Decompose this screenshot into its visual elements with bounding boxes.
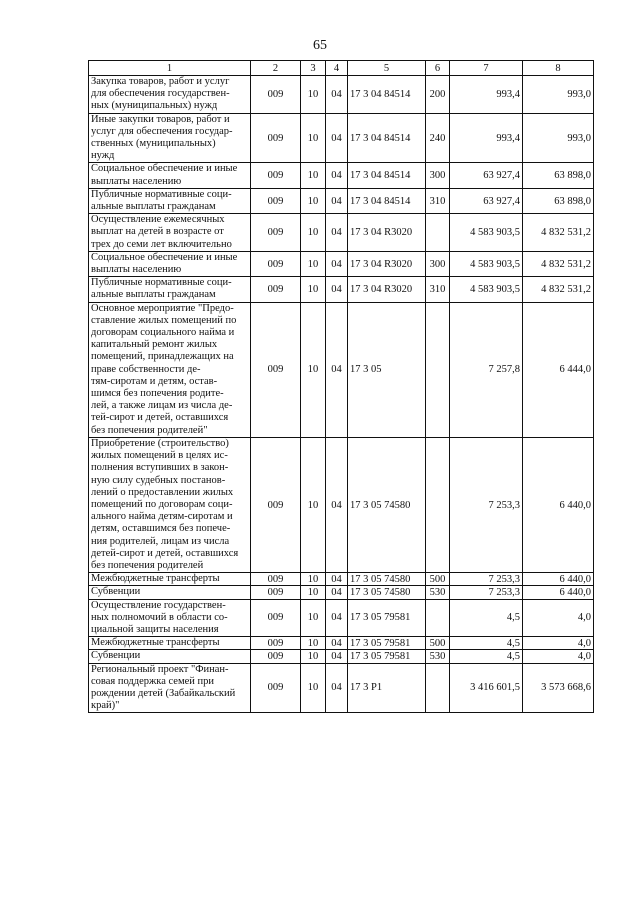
row-amount-1: 4 583 903,5 bbox=[450, 251, 523, 276]
row-target-code: 17 3 04 R3020 bbox=[348, 214, 426, 252]
row-expense-type-code bbox=[426, 437, 450, 572]
row-subsection-code: 04 bbox=[326, 251, 348, 276]
row-expense-type-code: 300 bbox=[426, 251, 450, 276]
row-expense-type-code: 300 bbox=[426, 163, 450, 188]
row-name: Приобретение (строительство) жилых помещений в целях ис- полнения вступивших в закон- ную силу судебных постанов- лений о предоставлении жилых помещений по договорам соци- ального найма детям-сиротам и детям, оставшимся без попече- ния родителей, лицам из числа детей-сирот и детей, оставшихся без попечения родителей bbox=[89, 437, 251, 572]
row-subsection-code: 04 bbox=[326, 650, 348, 663]
row-expense-type-code bbox=[426, 663, 450, 713]
row-subsection-code: 04 bbox=[326, 599, 348, 637]
row-section-code: 10 bbox=[301, 302, 326, 437]
row-amount-2: 4 832 531,2 bbox=[523, 251, 594, 276]
row-amount-1: 3 416 601,5 bbox=[450, 663, 523, 713]
row-amount-2: 4 832 531,2 bbox=[523, 214, 594, 252]
row-subsection-code: 04 bbox=[326, 437, 348, 572]
row-amount-1: 4,5 bbox=[450, 599, 523, 637]
table-row bbox=[89, 76, 594, 114]
row-subsection-code: 04 bbox=[326, 637, 348, 650]
row-expense-type-code: 310 bbox=[426, 188, 450, 213]
table-row bbox=[89, 599, 594, 637]
row-amount-1: 4,5 bbox=[450, 637, 523, 650]
row-ministry-code: 009 bbox=[251, 650, 301, 663]
row-ministry-code: 009 bbox=[251, 437, 301, 572]
row-ministry-code: 009 bbox=[251, 76, 301, 114]
header-col-target: 5 bbox=[348, 61, 426, 76]
row-amount-2: 4,0 bbox=[523, 637, 594, 650]
row-amount-1: 7 253,3 bbox=[450, 573, 523, 586]
row-section-code: 10 bbox=[301, 76, 326, 114]
row-amount-2: 3 573 668,6 bbox=[523, 663, 594, 713]
table-row bbox=[89, 573, 594, 586]
row-subsection-code: 04 bbox=[326, 586, 348, 599]
row-name: Межбюджетные трансферты bbox=[89, 637, 251, 650]
row-target-code: 17 3 05 74580 bbox=[348, 437, 426, 572]
header-col-subsection: 4 bbox=[326, 61, 348, 76]
row-target-code: 17 3 04 84514 bbox=[348, 163, 426, 188]
header-col-amount-1: 7 bbox=[450, 61, 523, 76]
row-amount-2: 4,0 bbox=[523, 599, 594, 637]
row-ministry-code: 009 bbox=[251, 599, 301, 637]
row-section-code: 10 bbox=[301, 277, 326, 302]
row-target-code: 17 3 04 84514 bbox=[348, 188, 426, 213]
row-section-code: 10 bbox=[301, 637, 326, 650]
row-name: Социальное обеспечение и иные выплаты населению bbox=[89, 251, 251, 276]
row-amount-1: 7 253,3 bbox=[450, 586, 523, 599]
table-row bbox=[89, 251, 594, 276]
row-name: Осуществление ежемесячных выплат на детей в возрасте от трех до семи лет включительно bbox=[89, 214, 251, 252]
row-amount-1: 63 927,4 bbox=[450, 163, 523, 188]
row-expense-type-code: 240 bbox=[426, 113, 450, 163]
table-row bbox=[89, 663, 594, 713]
row-expense-type-code: 530 bbox=[426, 650, 450, 663]
row-amount-2: 993,0 bbox=[523, 113, 594, 163]
row-target-code: 17 3 04 84514 bbox=[348, 113, 426, 163]
table-row bbox=[89, 163, 594, 188]
row-name: Субвенции bbox=[89, 586, 251, 599]
row-target-code: 17 3 04 84514 bbox=[348, 76, 426, 114]
row-name: Закупка товаров, работ и услуг для обеспечения государствен- ных (муниципальных) нужд bbox=[89, 76, 251, 114]
table-body bbox=[89, 76, 594, 713]
row-ministry-code: 009 bbox=[251, 573, 301, 586]
table-header-row bbox=[89, 61, 594, 76]
row-section-code: 10 bbox=[301, 251, 326, 276]
row-expense-type-code: 500 bbox=[426, 573, 450, 586]
row-amount-1: 4,5 bbox=[450, 650, 523, 663]
table-row bbox=[89, 650, 594, 663]
row-section-code: 10 bbox=[301, 188, 326, 213]
header-col-section: 3 bbox=[301, 61, 326, 76]
row-amount-1: 63 927,4 bbox=[450, 188, 523, 213]
row-amount-1: 4 583 903,5 bbox=[450, 214, 523, 252]
row-subsection-code: 04 bbox=[326, 188, 348, 213]
row-amount-1: 993,4 bbox=[450, 76, 523, 114]
row-expense-type-code: 530 bbox=[426, 586, 450, 599]
row-amount-2: 6 444,0 bbox=[523, 302, 594, 437]
row-target-code: 17 3 05 74580 bbox=[348, 586, 426, 599]
row-section-code: 10 bbox=[301, 650, 326, 663]
row-section-code: 10 bbox=[301, 599, 326, 637]
row-target-code: 17 3 04 R3020 bbox=[348, 277, 426, 302]
row-amount-1: 993,4 bbox=[450, 113, 523, 163]
table-row bbox=[89, 302, 594, 437]
row-ministry-code: 009 bbox=[251, 277, 301, 302]
row-subsection-code: 04 bbox=[326, 163, 348, 188]
row-subsection-code: 04 bbox=[326, 663, 348, 713]
row-section-code: 10 bbox=[301, 214, 326, 252]
row-name: Иные закупки товаров, работ и услуг для обеспечения государ- ственных (муниципальных) нужд bbox=[89, 113, 251, 163]
row-amount-2: 6 440,0 bbox=[523, 573, 594, 586]
table-row bbox=[89, 277, 594, 302]
row-name: Межбюджетные трансферты bbox=[89, 573, 251, 586]
row-expense-type-code: 310 bbox=[426, 277, 450, 302]
row-amount-2: 993,0 bbox=[523, 76, 594, 114]
table-row bbox=[89, 586, 594, 599]
row-expense-type-code: 200 bbox=[426, 76, 450, 114]
table-row bbox=[89, 637, 594, 650]
row-section-code: 10 bbox=[301, 163, 326, 188]
row-target-code: 17 3 04 R3020 bbox=[348, 251, 426, 276]
page-number: 65 bbox=[313, 38, 327, 53]
row-amount-2: 4 832 531,2 bbox=[523, 277, 594, 302]
row-amount-1: 7 253,3 bbox=[450, 437, 523, 572]
row-amount-2: 6 440,0 bbox=[523, 437, 594, 572]
row-ministry-code: 009 bbox=[251, 113, 301, 163]
row-section-code: 10 bbox=[301, 573, 326, 586]
row-section-code: 10 bbox=[301, 113, 326, 163]
row-name: Осуществление государствен- ных полномочий в области со- циальной защиты населения bbox=[89, 599, 251, 637]
row-subsection-code: 04 bbox=[326, 302, 348, 437]
table-row bbox=[89, 214, 594, 252]
row-subsection-code: 04 bbox=[326, 113, 348, 163]
row-name: Публичные нормативные соци- альные выплаты гражданам bbox=[89, 277, 251, 302]
row-expense-type-code bbox=[426, 302, 450, 437]
row-ministry-code: 009 bbox=[251, 586, 301, 599]
row-name: Публичные нормативные соци- альные выплаты гражданам bbox=[89, 188, 251, 213]
row-name: Социальное обеспечение и иные выплаты населению bbox=[89, 163, 251, 188]
row-target-code: 17 3 05 79581 bbox=[348, 650, 426, 663]
row-section-code: 10 bbox=[301, 663, 326, 713]
row-target-code: 17 3 05 74580 bbox=[348, 573, 426, 586]
row-amount-2: 6 440,0 bbox=[523, 586, 594, 599]
row-ministry-code: 009 bbox=[251, 251, 301, 276]
row-expense-type-code bbox=[426, 599, 450, 637]
header-col-expense-type: 6 bbox=[426, 61, 450, 76]
header-col-name: 1 bbox=[89, 61, 251, 76]
row-target-code: 17 3 P1 bbox=[348, 663, 426, 713]
row-expense-type-code: 500 bbox=[426, 637, 450, 650]
row-section-code: 10 bbox=[301, 437, 326, 572]
row-ministry-code: 009 bbox=[251, 637, 301, 650]
budget-table bbox=[88, 60, 594, 713]
row-ministry-code: 009 bbox=[251, 163, 301, 188]
row-target-code: 17 3 05 79581 bbox=[348, 637, 426, 650]
row-expense-type-code bbox=[426, 214, 450, 252]
row-subsection-code: 04 bbox=[326, 76, 348, 114]
row-amount-2: 63 898,0 bbox=[523, 188, 594, 213]
row-target-code: 17 3 05 bbox=[348, 302, 426, 437]
row-ministry-code: 009 bbox=[251, 214, 301, 252]
row-subsection-code: 04 bbox=[326, 277, 348, 302]
row-ministry-code: 009 bbox=[251, 188, 301, 213]
table-row bbox=[89, 437, 594, 572]
table-row bbox=[89, 188, 594, 213]
row-ministry-code: 009 bbox=[251, 663, 301, 713]
row-name: Региональный проект "Финан- совая поддержка семей при рождении детей (Забайкальский край)" bbox=[89, 663, 251, 713]
row-section-code: 10 bbox=[301, 586, 326, 599]
row-target-code: 17 3 05 79581 bbox=[348, 599, 426, 637]
row-amount-1: 7 257,8 bbox=[450, 302, 523, 437]
row-subsection-code: 04 bbox=[326, 573, 348, 586]
row-amount-2: 63 898,0 bbox=[523, 163, 594, 188]
row-name: Субвенции bbox=[89, 650, 251, 663]
row-subsection-code: 04 bbox=[326, 214, 348, 252]
table-row bbox=[89, 113, 594, 163]
header-col-amount-2: 8 bbox=[523, 61, 594, 76]
row-ministry-code: 009 bbox=[251, 302, 301, 437]
header-col-ministry: 2 bbox=[251, 61, 301, 76]
row-amount-1: 4 583 903,5 bbox=[450, 277, 523, 302]
row-amount-2: 4,0 bbox=[523, 650, 594, 663]
row-name: Основное мероприятие "Предо- ставление жилых помещений по договорам социального найма и капитальный ремонт жилых помещений, принадлежащих на праве собственности де- тям-сиротам и детям, остав- шимся без попечения родите- лей, а также лицам из числа де- тей-сирот и детей, оставшихся без попечения родителей" bbox=[89, 302, 251, 437]
